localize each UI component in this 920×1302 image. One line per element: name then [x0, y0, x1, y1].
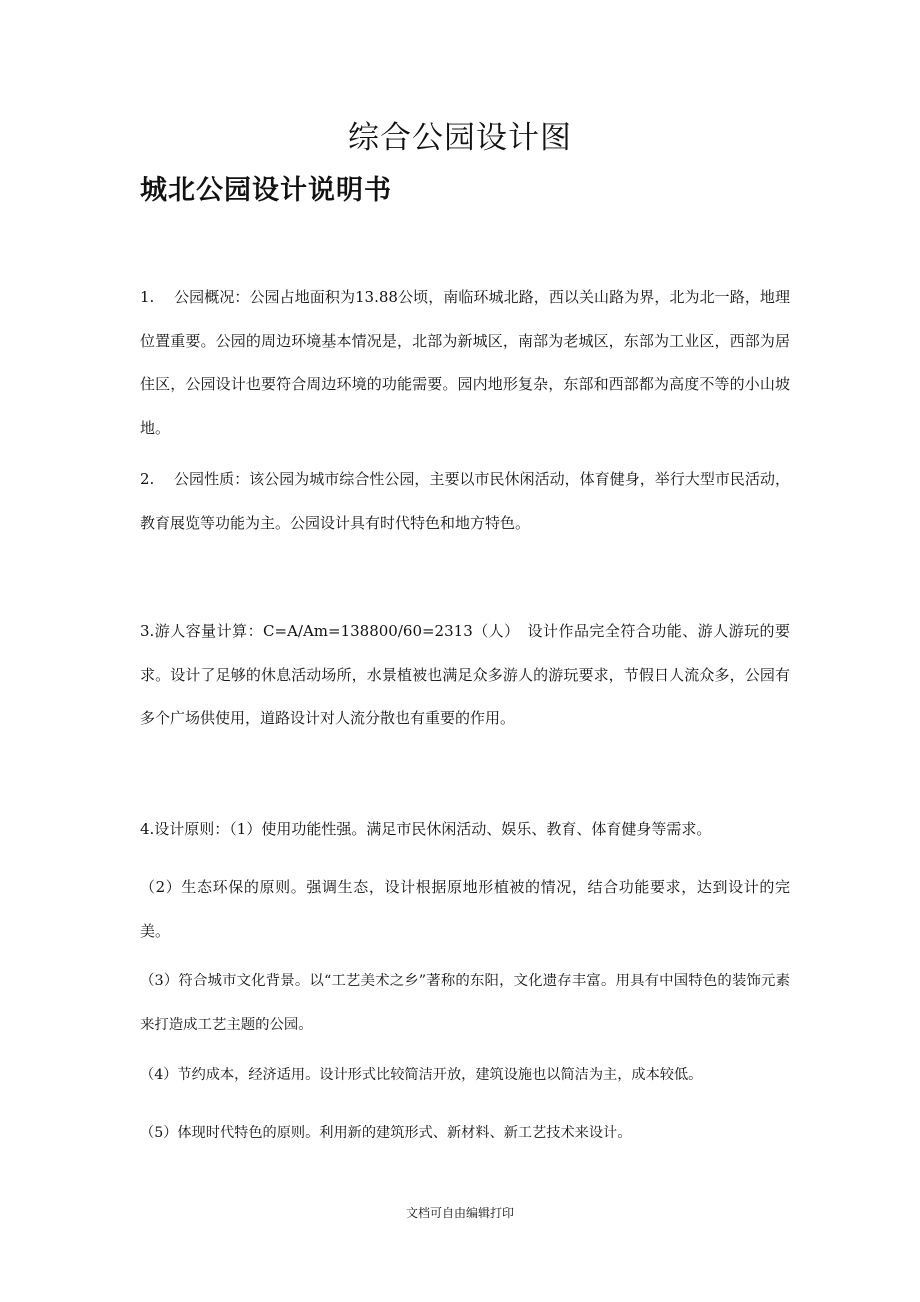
paragraph-overview [140, 276, 790, 450]
paragraph-principles: 4.设计原则：（1）使用功能性强。满足市民休闲活动、娱乐、教育、体育健身等需求。 [140, 820, 712, 838]
paragraph-principle-3: （3）符合城市文化背景。以“工艺美术之乡”著称的东阳，文化遗存丰富。用具有中国特色的装饰元素来打造成工艺主题的公园。 [140, 973, 790, 1033]
paragraph-number: 2. [140, 470, 155, 488]
paragraph-nature [140, 458, 790, 545]
paragraph-text: 公园概况：公园占地面积为13.88公顷，南临环城北路，西以关山路为界，北为北一路，地理位置重要。公园的周边环境基本情况是，北部为新城区，南部为老城区，东部为工业区，西部为居住区，公园设计也要符合周边环境的功能需要。园内地形复杂，东部和西部都为高度不等的小山坡地。 [140, 288, 790, 437]
page-title: 综合公园设计图 [348, 120, 572, 156]
paragraph-principle-2: （2）生态环保的原则。强调生态，设计根据原地形植被的情况，结合功能要求，达到设计的完美。 [140, 878, 790, 940]
paragraph-number: 1. [140, 288, 155, 306]
paragraph-capacity: 3.游人容量计算：C=A/Am=138800/60=2313（人） 设计作品完全符合功能、游人游玩的要求。设计了足够的休息活动场所，水景植被也满足众多游人的游玩要求，节假日人流众多，公园有多个广场供使用，道路设计对人流分散也有重要的作用。 [140, 622, 790, 727]
paragraph-principle-4: （4）节约成本，经济适用。设计形式比较简洁开放，建筑设施也以简洁为主，成本较低。 [140, 1067, 703, 1083]
page-footer: 文档可自由编辑打印 [405, 1206, 514, 1220]
paragraph-principle-5: （5）体现时代特色的原则。利用新的建筑形式、新材料、新工艺技术来设计。 [140, 1125, 632, 1141]
document-subtitle: 城北公园设计说明书 [140, 175, 392, 206]
paragraph-text: 公园性质：该公园为城市综合性公园，主要以市民休闲活动，体育健身，举行大型市民活动，教育展览等功能为主。公园设计具有时代特色和地方特色。 [140, 470, 790, 532]
